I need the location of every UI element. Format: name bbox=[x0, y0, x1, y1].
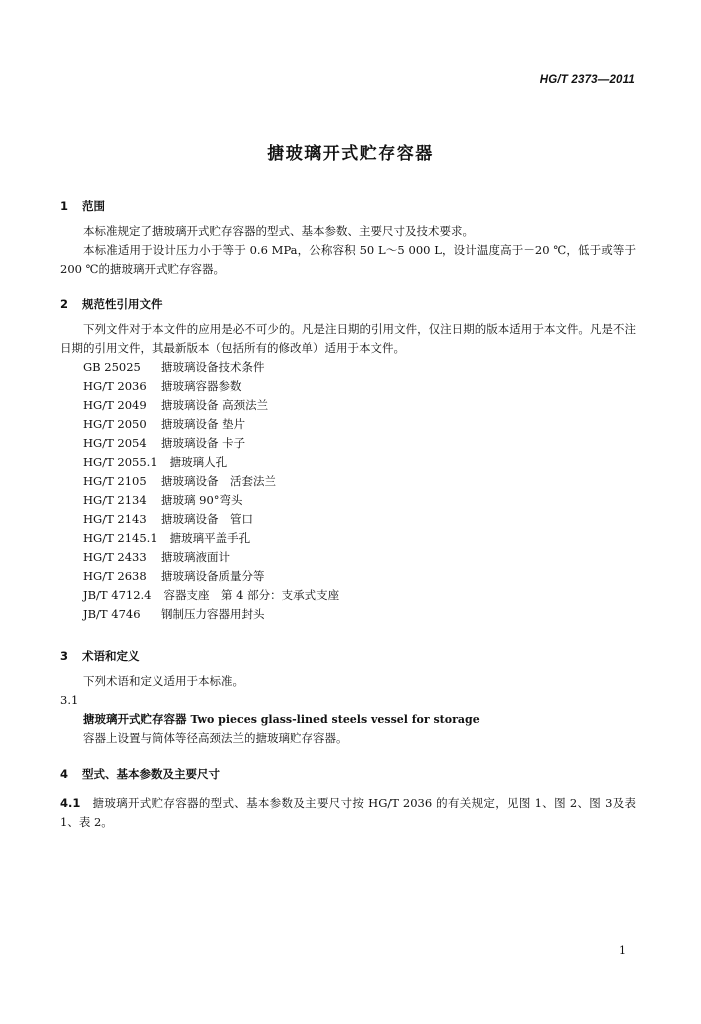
reference-item bbox=[60, 415, 636, 434]
reference-item bbox=[60, 358, 636, 377]
reference-name: 钢制压力容器用封头 bbox=[161, 607, 265, 621]
reference-name: 搪玻璃 90°弯头 bbox=[161, 493, 243, 507]
clause-4-1 bbox=[60, 794, 636, 832]
reference-item bbox=[60, 472, 636, 491]
term-number: 3.1 bbox=[60, 693, 79, 707]
reference-item bbox=[60, 548, 636, 567]
reference-name: 搪玻璃设备 垫片 bbox=[161, 417, 246, 431]
reference-item bbox=[60, 396, 636, 415]
reference-code: JB/T 4746 bbox=[83, 607, 141, 621]
reference-item bbox=[60, 377, 636, 396]
reference-list bbox=[60, 358, 636, 624]
reference-item bbox=[60, 586, 636, 605]
reference-code: HG/T 2433 bbox=[83, 550, 147, 564]
reference-code: GB 25025 bbox=[83, 360, 141, 374]
section-3-heading bbox=[60, 646, 636, 666]
reference-code: HG/T 2049 bbox=[83, 398, 147, 412]
paragraph: 本标准适用于设计压力小于等于 0.6 MPa，公称容积 50 L～5 000 L，设计温度高于－20 ℃，低于或等于 200 ℃的搪玻璃开式贮存容器。 bbox=[60, 243, 636, 276]
term-definition: 容器上设置与筒体等径高颈法兰的搪玻璃贮存容器。 bbox=[83, 731, 348, 745]
reference-code: JB/T 4712.4 bbox=[83, 588, 152, 602]
reference-code: HG/T 2055.1 bbox=[83, 455, 158, 469]
reference-item bbox=[60, 567, 636, 586]
section-title: 范围 bbox=[82, 199, 105, 213]
reference-code: HG/T 2143 bbox=[83, 512, 147, 526]
reference-name: 搪玻璃平盖手孔 bbox=[169, 531, 251, 545]
reference-item bbox=[60, 434, 636, 453]
reference-name: 搪玻璃液面计 bbox=[161, 550, 230, 564]
reference-item bbox=[60, 453, 636, 472]
section-title: 规范性引用文件 bbox=[82, 297, 163, 311]
term-entry bbox=[60, 710, 636, 729]
reference-code: HG/T 2105 bbox=[83, 474, 147, 488]
section-2-heading bbox=[60, 294, 636, 314]
term-chinese: 搪玻璃开式贮存容器 bbox=[83, 712, 187, 726]
reference-code: HG/T 2054 bbox=[83, 436, 147, 450]
reference-code: HG/T 2050 bbox=[83, 417, 147, 431]
reference-name: 搪玻璃容器参数 bbox=[161, 379, 242, 393]
page-number: 1 bbox=[619, 944, 626, 957]
paragraph: 下列术语和定义适用于本标准。 bbox=[83, 674, 244, 688]
section-2 bbox=[60, 294, 636, 624]
section-number: 3 bbox=[60, 649, 69, 663]
reference-code: HG/T 2145.1 bbox=[83, 531, 158, 545]
reference-item bbox=[60, 491, 636, 510]
term-english: Two pieces glass-lined steels vessel for storage bbox=[190, 713, 480, 726]
reference-item bbox=[60, 605, 636, 624]
section-title: 型式、基本参数及主要尺寸 bbox=[82, 767, 220, 781]
reference-name: 容器支座 第 4 部分：支承式支座 bbox=[163, 588, 340, 602]
reference-name: 搪玻璃设备 管口 bbox=[161, 512, 253, 526]
clause-text: 搪玻璃开式贮存容器的型式、基本参数及主要尺寸按 HG/T 2036 的有关规定，见图 1、图 2、图 3及表 1、表 2。 bbox=[60, 796, 637, 829]
paragraph: 下列文件对于本文件的应用是必不可少的。凡是注日期的引用文件，仅注日期的版本适用于本文件。凡是不注日期的引用文件，其最新版本（包括所有的修改单）适用于本文件。 bbox=[60, 322, 636, 355]
section-1 bbox=[60, 196, 636, 279]
paragraph: 本标准规定了搪玻璃开式贮存容器的型式、基本参数、主要尺寸及技术要求。 bbox=[83, 224, 474, 238]
section-1-heading bbox=[60, 196, 636, 216]
section-number: 1 bbox=[60, 199, 69, 213]
reference-item bbox=[60, 510, 636, 529]
standard-number: HG/T 2373—2011 bbox=[539, 74, 635, 86]
section-3 bbox=[60, 646, 636, 748]
reference-code: HG/T 2134 bbox=[83, 493, 147, 507]
reference-name: 搪玻璃人孔 bbox=[169, 455, 228, 469]
reference-name: 搪玻璃设备 高颈法兰 bbox=[161, 398, 269, 412]
clause-number: 4.1 bbox=[60, 796, 81, 810]
section-number: 2 bbox=[60, 297, 69, 311]
section-4 bbox=[60, 764, 636, 832]
section-4-heading bbox=[60, 764, 636, 784]
reference-name: 搪玻璃设备 活套法兰 bbox=[161, 474, 276, 488]
reference-code: HG/T 2638 bbox=[83, 569, 147, 583]
reference-code: HG/T 2036 bbox=[83, 379, 147, 393]
reference-name: 搪玻璃设备技术条件 bbox=[161, 360, 265, 374]
reference-name: 搪玻璃设备 卡子 bbox=[161, 436, 246, 450]
document-title: 搪玻璃开式贮存容器 bbox=[267, 144, 434, 164]
section-title: 术语和定义 bbox=[82, 649, 140, 663]
reference-name: 搪玻璃设备质量分等 bbox=[161, 569, 265, 583]
section-number: 4 bbox=[60, 767, 69, 781]
reference-item bbox=[60, 529, 636, 548]
